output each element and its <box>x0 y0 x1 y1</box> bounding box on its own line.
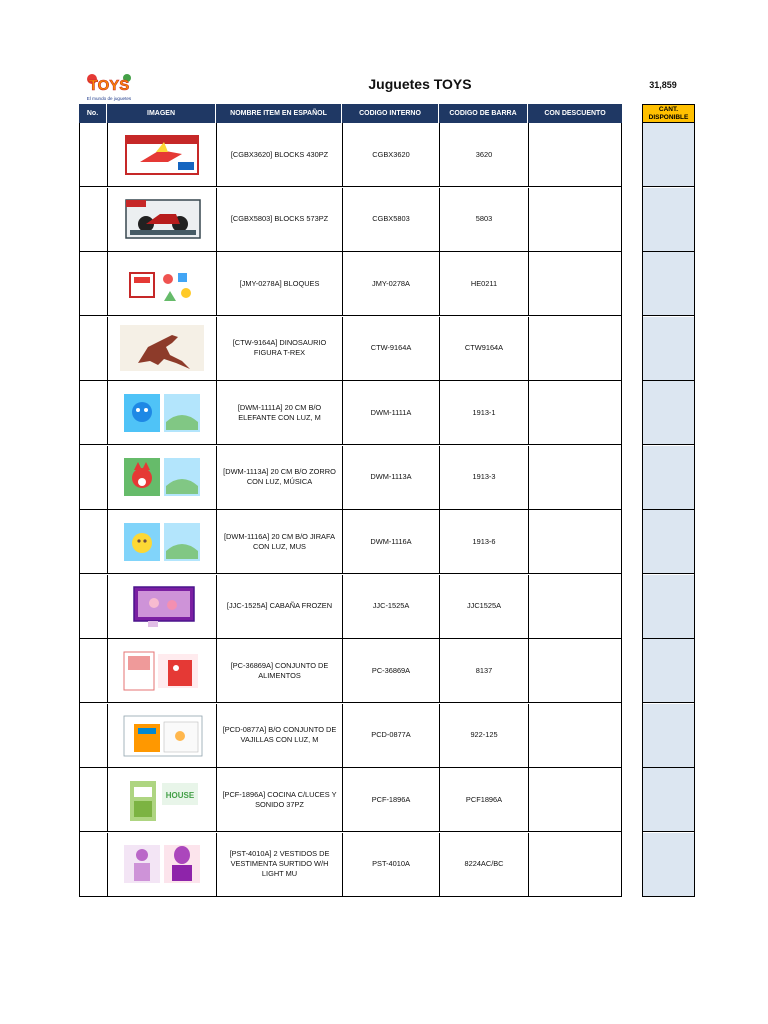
discount-cell <box>529 188 621 251</box>
available-qty-cell[interactable] <box>643 188 694 252</box>
table-row <box>80 575 621 639</box>
internal-code: PST-4010A <box>343 833 440 896</box>
toy-kitchen-icon <box>120 777 204 823</box>
internal-code: DWM-1116A <box>343 510 440 573</box>
item-name: [PC-36869A] CONJUNTO DE ALIMENTOS <box>217 639 343 702</box>
discount-cell <box>529 704 621 767</box>
header-image: IMAGEN <box>107 104 216 123</box>
barcode: 1913-3 <box>440 446 529 509</box>
item-name: [DWM-1113A] 20 CM B/O ZORRO CON LUZ, MÚSICA <box>217 446 343 509</box>
item-name: [PCF-1896A] COCINA C/LUCES Y SONIDO 37PZ <box>217 768 343 831</box>
product-image-cell <box>108 123 217 186</box>
barcode: 922-125 <box>440 704 529 767</box>
plush-giraffe-icon <box>120 519 204 565</box>
available-qty-cell[interactable] <box>643 446 694 510</box>
discount-cell <box>529 252 621 315</box>
table-row <box>80 317 621 381</box>
discount-cell <box>529 317 621 380</box>
barcode: 8224AC/BC <box>440 833 529 896</box>
header-barcode: CODIGO DE BARRA <box>439 104 528 123</box>
row-number <box>80 510 108 573</box>
barcode: 1913-6 <box>440 510 529 573</box>
barcode: 1913-1 <box>440 381 529 444</box>
barcode: PCF1896A <box>440 768 529 831</box>
header-code: CODIGO INTERNO <box>342 104 439 123</box>
available-qty-cell[interactable] <box>643 833 694 897</box>
available-qty-cell[interactable] <box>643 704 694 768</box>
product-table <box>79 123 622 897</box>
product-image-cell <box>108 833 217 896</box>
row-number <box>80 381 108 444</box>
item-name: [DWM-1116A] 20 CM B/O JIRAFA CON LUZ, MUS <box>217 510 343 573</box>
discount-cell <box>529 381 621 444</box>
available-qty-cell[interactable] <box>643 381 694 445</box>
internal-code: CGBX5803 <box>343 188 440 251</box>
discount-cell <box>529 833 621 896</box>
product-image-cell <box>108 639 217 702</box>
product-image-cell <box>108 446 217 509</box>
product-image-cell <box>108 252 217 315</box>
blocks-motorcycle-box-icon <box>120 196 204 242</box>
row-number <box>80 252 108 315</box>
table-row <box>80 188 621 252</box>
barcode: JJC1525A <box>440 575 529 638</box>
item-name: [JMY-0278A] BLOQUES <box>217 252 343 315</box>
barcode: CTW9164A <box>440 317 529 380</box>
discount-cell <box>529 768 621 831</box>
table-row <box>80 704 621 768</box>
item-name: [CGBX3620] BLOCKS 430PZ <box>217 123 343 186</box>
internal-code: CTW-9164A <box>343 317 440 380</box>
available-qty-cell[interactable] <box>643 317 694 381</box>
header-available: CANT. DISPONIBLE <box>642 104 695 123</box>
table-row <box>80 123 621 187</box>
available-qty-cell[interactable] <box>643 768 694 832</box>
blocks-plane-box-icon <box>120 132 204 178</box>
available-qty-cell[interactable] <box>643 639 694 703</box>
product-image-cell <box>108 704 217 767</box>
discount-cell <box>529 575 621 638</box>
vanity-dresser-icon <box>120 841 204 887</box>
item-name: [CGBX5803] BLOCKS 573PZ <box>217 188 343 251</box>
row-number <box>80 446 108 509</box>
table-row <box>80 252 621 316</box>
svg-text:El mundo de juguetes: El mundo de juguetes <box>86 96 132 101</box>
plush-fox-icon <box>120 454 204 500</box>
svg-text:TOYS: TOYS <box>88 77 130 94</box>
available-qty-cell[interactable] <box>643 510 694 574</box>
available-column <box>642 123 695 897</box>
t-rex-figure-icon <box>120 325 204 371</box>
item-name: [CTW-9164A] DINOSAURIO FIGURA T-REX <box>217 317 343 380</box>
internal-code: PCF-1896A <box>343 768 440 831</box>
product-image-cell <box>108 768 217 831</box>
barcode: HE0211 <box>440 252 529 315</box>
discount-cell <box>529 510 621 573</box>
internal-code: CGBX3620 <box>343 123 440 186</box>
plush-elephant-icon <box>120 390 204 436</box>
discount-cell <box>529 123 621 186</box>
stock-total: 31,859 <box>649 80 677 90</box>
kitchen-dishes-set-icon <box>120 712 204 758</box>
row-number <box>80 188 108 251</box>
barcode: 3620 <box>440 123 529 186</box>
internal-code: DWM-1113A <box>343 446 440 509</box>
product-image-cell <box>108 317 217 380</box>
row-number <box>80 317 108 380</box>
discount-cell <box>529 639 621 702</box>
internal-code: PC-36869A <box>343 639 440 702</box>
company-logo <box>84 70 134 104</box>
item-name: [JJC-1525A] CABAÑA FROZEN <box>217 575 343 638</box>
barcode: 8137 <box>440 639 529 702</box>
document-title: Juguetes TOYS <box>368 76 472 92</box>
barcode: 5803 <box>440 188 529 251</box>
product-image-cell <box>108 381 217 444</box>
row-number <box>80 575 108 638</box>
row-number <box>80 833 108 896</box>
discount-cell <box>529 446 621 509</box>
item-name: [PCD-0877A] B/O CONJUNTO DE VAJILLAS CON LUZ, M <box>217 704 343 767</box>
internal-code: PCD-0877A <box>343 704 440 767</box>
available-qty-cell[interactable] <box>643 575 694 639</box>
table-row <box>80 639 621 703</box>
header-discount: CON DESCUENTO <box>528 104 622 123</box>
shape-sorter-blocks-icon <box>120 261 204 307</box>
header-no: No. <box>79 104 107 123</box>
header-name: NOMBRE ITEM EN ESPAÑOL <box>216 104 342 123</box>
table-row <box>80 768 621 832</box>
available-qty-cell[interactable] <box>643 123 694 187</box>
row-number <box>80 639 108 702</box>
food-playset-icon <box>120 648 204 694</box>
row-number <box>80 123 108 186</box>
table-row <box>80 446 621 510</box>
table-row <box>80 833 621 897</box>
available-qty-cell[interactable] <box>643 252 694 316</box>
product-image-cell <box>108 575 217 638</box>
table-row <box>80 381 621 445</box>
item-name: [DWM-1111A] 20 CM B/O ELEFANTE CON LUZ, M <box>217 381 343 444</box>
product-image-cell <box>108 188 217 251</box>
internal-code: DWM-1111A <box>343 381 440 444</box>
table-row <box>80 510 621 574</box>
internal-code: JMY-0278A <box>343 252 440 315</box>
svg-text:HOUSE: HOUSE <box>165 790 195 800</box>
item-name: [PST-4010A] 2 VESTIDOS DE VESTIMENTA SURTIDO W/H LIGHT MU <box>217 833 343 896</box>
internal-code: JJC-1525A <box>343 575 440 638</box>
frozen-cabin-box-icon <box>120 583 204 629</box>
product-image-cell <box>108 510 217 573</box>
row-number <box>80 768 108 831</box>
row-number <box>80 704 108 767</box>
